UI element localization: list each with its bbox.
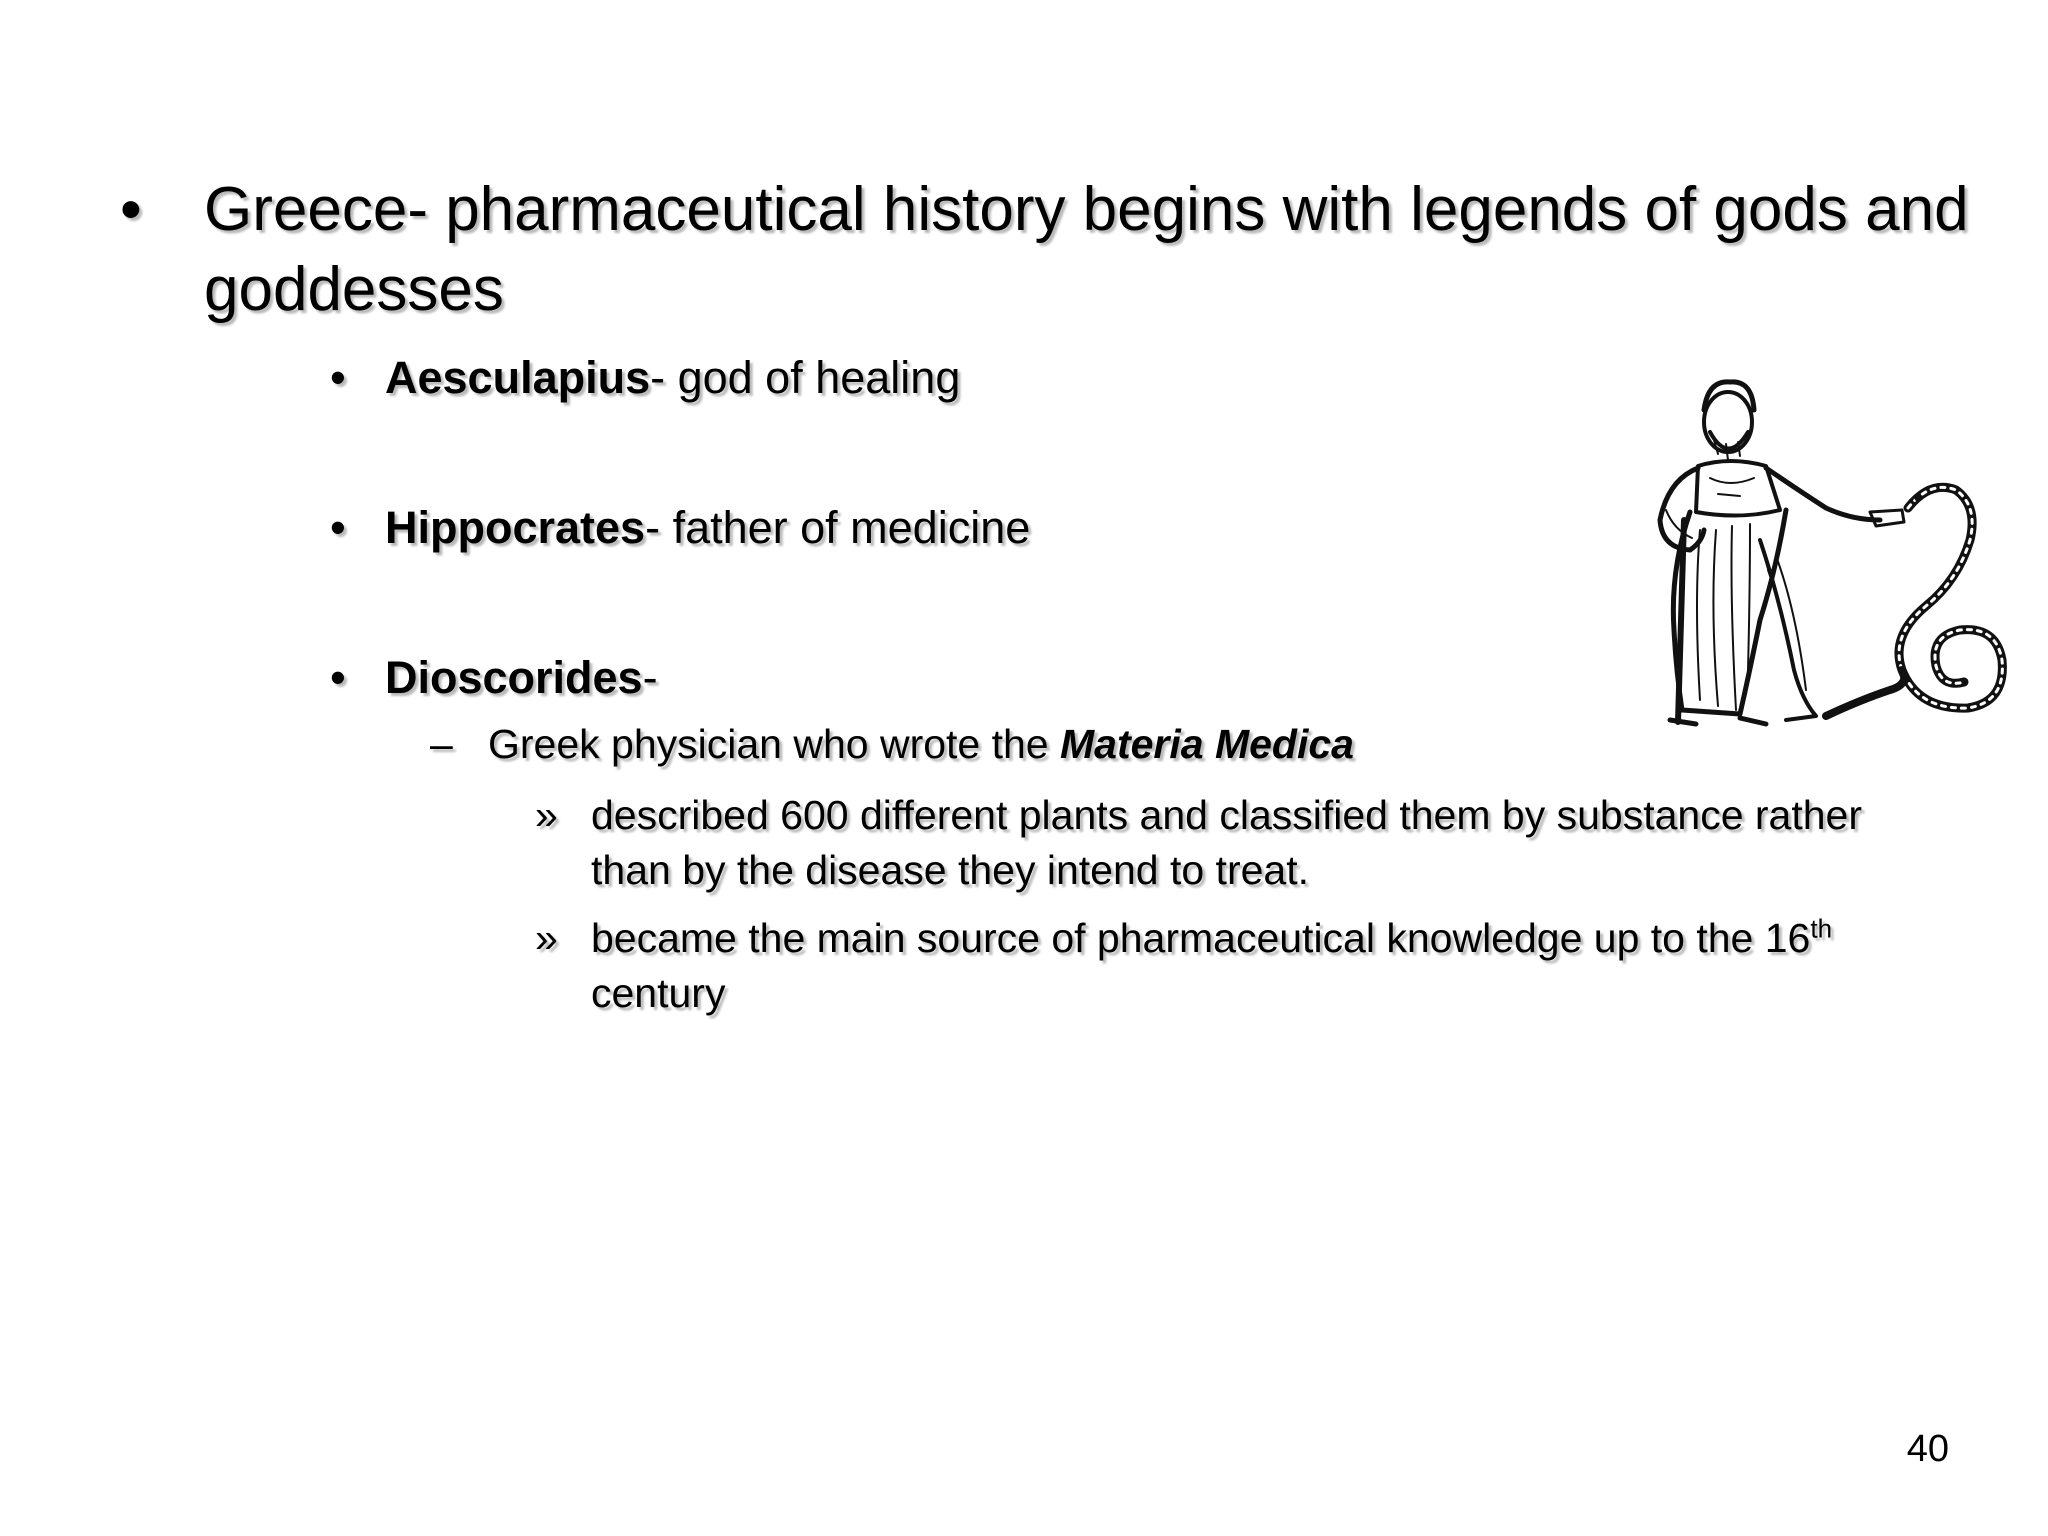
page-number: 40 — [1906, 1428, 1949, 1470]
aesculapius-with-serpent-illustration — [1590, 370, 2010, 740]
bullet-icon: • — [120, 175, 142, 244]
heading-text: Greece- pharmaceutical history begins with legends of gods and goddesses — [204, 175, 1969, 324]
item-name: Hippocrates — [385, 502, 646, 553]
item-description: - god of healing — [650, 352, 961, 403]
bullet-icon: • — [330, 502, 346, 553]
item-description: - — [642, 652, 658, 703]
bullet-icon: • — [330, 652, 346, 703]
item-name: Dioscorides — [385, 652, 643, 703]
detail-text: described 600 different plants and classified them by substance rather than by the disease they intend to treat. — [591, 792, 1862, 893]
double-chevron-icon: » — [535, 792, 558, 838]
sub-item-plain-text: Greek physician who wrote the — [488, 721, 1060, 767]
detail-text — [591, 911, 1941, 1021]
item-text — [385, 650, 658, 706]
book-title: Materia Medica — [1060, 721, 1354, 767]
detail-text-before: became the main source of pharmaceutical knowledge up to the 16 — [591, 915, 1811, 961]
item-text — [385, 350, 960, 406]
item-description: - father of medicine — [645, 502, 1031, 553]
ordinal-suffix: th — [1810, 913, 1833, 944]
item-text — [385, 500, 1030, 556]
detail-text-after: century — [591, 970, 726, 1016]
item-name: Aesculapius — [385, 352, 651, 403]
dash-icon: – — [430, 721, 453, 767]
bullet-icon: • — [330, 352, 346, 403]
sub-item-text — [488, 719, 1354, 769]
double-chevron-icon: » — [535, 915, 558, 961]
